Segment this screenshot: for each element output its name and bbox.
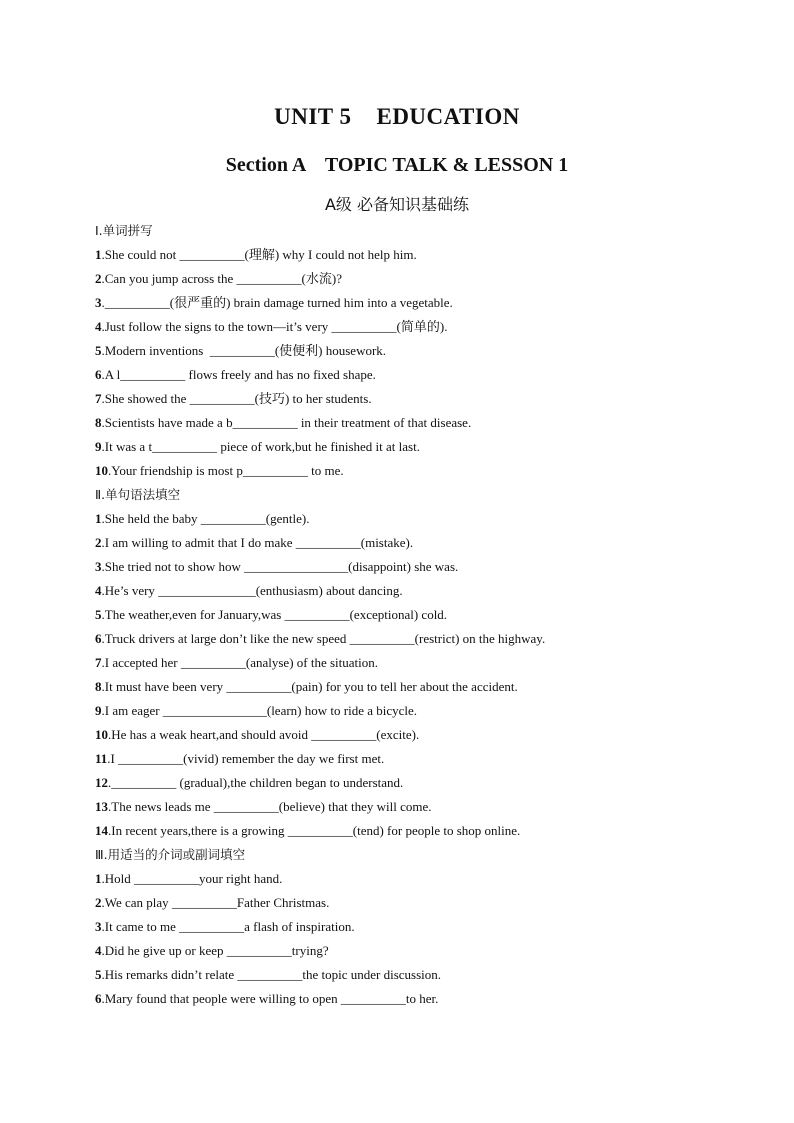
item-text-after: trying? [291,943,329,958]
item-number: 10 [95,727,108,742]
item-text-after: (使便利) housework. [274,343,387,358]
item-number: 13 [95,799,108,814]
item-text-before: .It was a [101,439,149,454]
item-text-after: flows freely and has no fixed shape. [185,367,376,382]
answer-blank[interactable]: __________ [340,991,406,1006]
exercise-item [95,507,735,531]
item-text-after: (learn) how to ride a bicycle. [266,703,418,718]
part3-heading: Ⅲ.用适当的介词或副词填空 [95,847,246,862]
exercise-item [95,243,735,267]
item-text-before: .He’s very [101,583,159,598]
exercise-item [95,819,735,843]
item-text-before: .She held the baby [101,511,201,526]
item-number: 1 [95,511,102,526]
item-text-before: .The news leads me [108,799,214,814]
exercise-item [95,699,735,723]
item-text-before: .Truck drivers at large don’t like the new speed [101,631,350,646]
item-text-after: (技巧) to her students. [254,391,372,406]
answer-blank[interactable]: __________ [171,895,237,910]
item-number: 11 [95,751,108,766]
item-text-after: (pain) for you to tell her about the accident. [291,679,518,694]
exercise-item [95,771,735,795]
item-text-before: .I [107,751,119,766]
unit-title: UNIT 5 EDUCATION [274,104,520,129]
item-number: 3 [95,295,102,310]
level-title: A级 必备知识基础练 [324,195,470,214]
item-text-before: .The weather,even for January,was [101,607,285,622]
answer-blank[interactable]: b__________ [226,415,298,430]
exercise-item [95,555,735,579]
item-number: 2 [95,535,102,550]
item-text-after: (gradual),the children began to understand. [176,775,404,790]
item-text-after: a flash of inspiration. [244,919,355,934]
item-text-before: .His remarks didn’t relate [101,967,238,982]
item-text-after: the topic under discussion. [302,967,442,982]
item-number: 4 [95,319,102,334]
item-number: 9 [95,703,102,718]
exercise-item [95,723,735,747]
item-number: 4 [95,583,102,598]
item-text-after: in their treatment of that disease. [297,415,472,430]
exercise-item [95,411,735,435]
item-text-before: .Can you jump across the [101,271,237,286]
answer-blank[interactable]: __________ [226,679,292,694]
answer-blank[interactable]: p__________ [236,463,308,478]
exercise-item [95,747,735,771]
item-number: 1 [95,871,102,886]
item-text-before: .It came to me [101,919,180,934]
exercise-content [95,219,735,1011]
item-text-after: (tend) for people to shop online. [352,823,521,838]
answer-blank[interactable]: t__________ [148,439,218,454]
item-text-before: .Your friendship is most [108,463,237,478]
item-text-before: .We can play [101,895,172,910]
answer-blank[interactable]: __________ [134,871,199,886]
item-number: 7 [95,655,102,670]
item-text-before: .He has a weak heart,and should avoid [108,727,312,742]
answer-blank[interactable]: __________ [104,295,170,310]
answer-blank[interactable]: __________ [180,655,246,670]
item-number: 3 [95,559,102,574]
item-number: 5 [95,343,102,358]
answer-blank[interactable]: __________ [349,631,415,646]
answer-blank[interactable]: __________ [284,607,350,622]
exercise-item [95,435,735,459]
answer-blank[interactable]: __________ [311,727,377,742]
item-text-after: (restrict) on the highway. [414,631,546,646]
exercise-item [95,963,735,987]
item-text-after: (believe) that they will come. [278,799,432,814]
exercise-item [95,387,735,411]
answer-blank[interactable]: __________ [200,511,266,526]
exercise-item [95,675,735,699]
exercise-item [95,627,735,651]
item-text-after: piece of work,but he finished it at last. [217,439,420,454]
item-number: 7 [95,391,102,406]
exercise-item [95,291,735,315]
exercise-item [95,363,735,387]
item-text-after: (很严重的) brain damage turned him into a vegetable. [169,295,453,310]
item-text-before: .A [101,367,117,382]
item-text-before: .Mary found that people were willing to open [101,991,341,1006]
answer-blank[interactable]: __________ [118,751,184,766]
answer-blank[interactable]: __________ [287,823,353,838]
item-text-after: (gentle). [265,511,310,526]
answer-blank[interactable]: __________ [111,775,177,790]
item-number: 1 [95,247,102,262]
exercise-item [95,795,735,819]
exercise-item [95,603,735,627]
exercise-item [95,315,735,339]
item-text-after: (disappoint) she was. [348,559,459,574]
item-number: 2 [95,271,102,286]
answer-blank[interactable]: __________ [179,919,245,934]
answer-blank[interactable]: ________________ [244,559,349,574]
item-text-after: (exceptional) cold. [349,607,448,622]
answer-blank[interactable]: __________ [331,319,397,334]
item-text-after: (analyse) of the situation. [245,655,379,670]
item-number: 8 [95,415,102,430]
item-text-after: (水流)? [301,271,342,286]
exercise-item [95,939,735,963]
exercise-item [95,267,735,291]
item-text-before: .I am eager [101,703,163,718]
item-text-after: (excite). [376,727,420,742]
item-text-before: .I am willing to admit that I do make [101,535,296,550]
item-text-before: .Hold [101,871,134,886]
exercise-item [95,867,735,891]
item-text-after: (简单的). [396,319,448,334]
item-text-before: .She showed the [101,391,190,406]
exercise-item [95,579,735,603]
item-text-after: (理解) why I could not help him. [244,247,417,262]
answer-blank[interactable]: __________ [209,343,275,358]
item-text-before: .In recent years,there is a growing [108,823,288,838]
item-number: 5 [95,607,102,622]
item-text-before: .Modern inventions [101,343,210,358]
answer-blank[interactable]: __________ [237,967,303,982]
item-text-before: .She tried not to show how [101,559,245,574]
item-number: 12 [95,775,108,790]
exercise-item [95,891,735,915]
item-text-after: (mistake). [360,535,414,550]
exercise-item [95,339,735,363]
item-text-after: Father Christmas. [236,895,330,910]
answer-blank[interactable]: l__________ [116,367,186,382]
exercise-item [95,459,735,483]
item-number: 10 [95,463,108,478]
section-title: Section A TOPIC TALK & LESSON 1 [225,154,569,176]
exercise-item [95,531,735,555]
item-number: 6 [95,367,102,382]
answer-blank[interactable]: __________ [179,247,245,262]
item-text-before: . [101,295,105,310]
part1-heading: Ⅰ.单词拼写 [95,223,153,238]
item-number: 8 [95,679,102,694]
item-text-after: (enthusiasm) about dancing. [255,583,403,598]
item-number: 3 [95,919,102,934]
exercise-item [95,915,735,939]
item-number: 4 [95,943,102,958]
item-text-before: .I accepted her [101,655,181,670]
item-text-before: .Just follow the signs to the town—it’s very [101,319,332,334]
exercise-item [95,651,735,675]
item-text-after: (vivid) remember the day we first met. [183,751,385,766]
answer-blank[interactable]: __________ [236,271,302,286]
item-text-before: .It must have been very [101,679,227,694]
item-number: 5 [95,967,102,982]
answer-blank[interactable]: _______________ [158,583,256,598]
answer-blank[interactable]: __________ [213,799,279,814]
item-number: 6 [95,991,102,1006]
item-number: 9 [95,439,102,454]
item-number: 6 [95,631,102,646]
item-number: 14 [95,823,108,838]
item-text-before: . [108,775,112,790]
item-text-before: .Scientists have made a [101,415,227,430]
answer-blank[interactable]: __________ [226,943,292,958]
answer-blank[interactable]: __________ [295,535,361,550]
exercise-item [95,987,735,1011]
item-text-before: .She could not [101,247,180,262]
item-number: 2 [95,895,102,910]
answer-blank[interactable]: ________________ [162,703,267,718]
answer-blank[interactable]: __________ [189,391,255,406]
part2-heading: Ⅱ.单句语法填空 [95,487,181,502]
item-text-before: .Did he give up or keep [101,943,227,958]
item-text-after: your right hand. [199,871,283,886]
item-text-after: to me. [307,463,344,478]
item-text-after: to her. [405,991,439,1006]
